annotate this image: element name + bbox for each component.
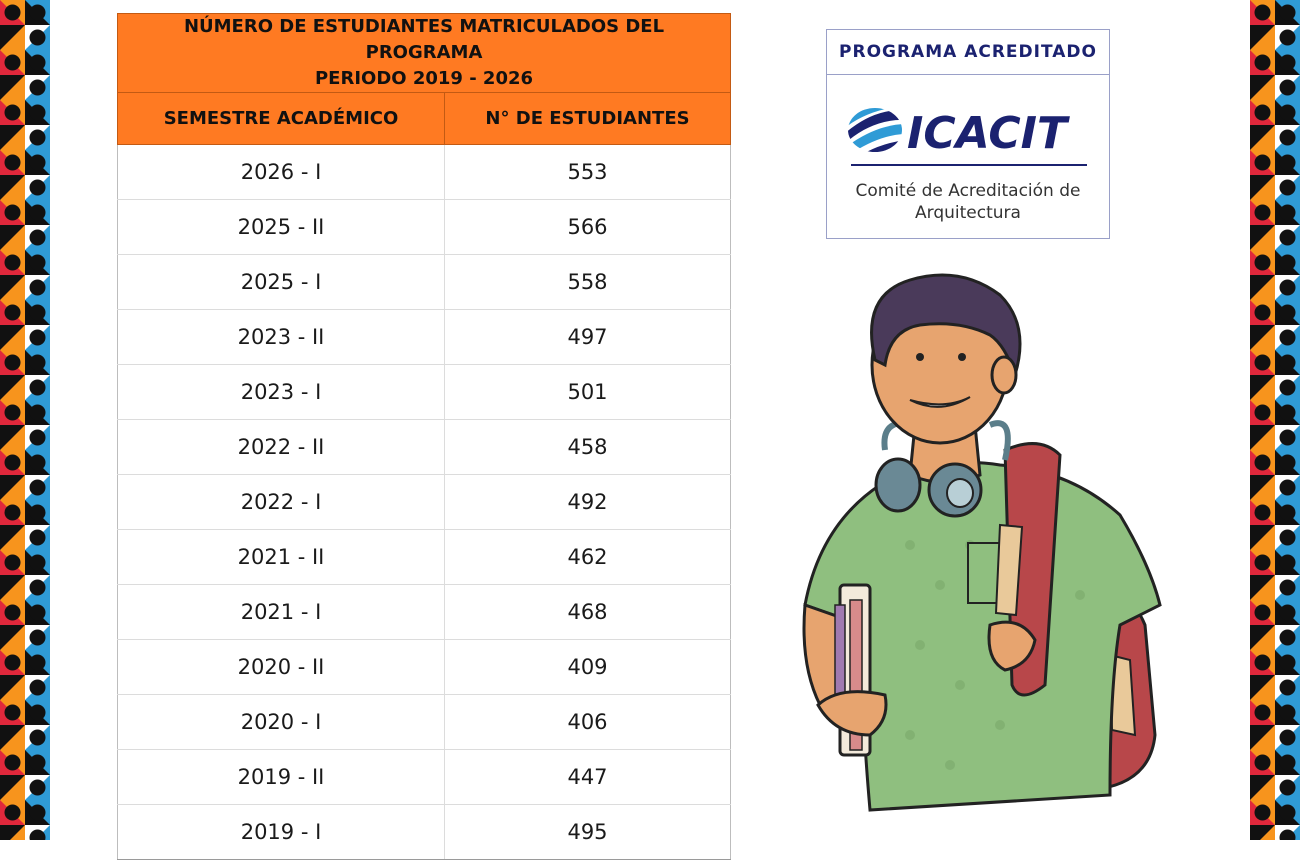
border-tile [1250,75,1275,100]
border-tile [0,375,25,400]
border-tile [25,325,50,350]
icacit-logo-text: ICACIT [907,108,1068,159]
border-tile [1250,550,1275,575]
semester-cell: 2019 - II [118,750,445,805]
table-row [118,695,731,750]
border-tile [0,625,25,650]
border-tile [1275,800,1300,825]
semester-cell: 2019 - I [118,805,445,860]
border-tile [1250,50,1275,75]
border-tile [0,150,25,175]
border-tile [1275,125,1300,150]
border-tile [0,525,25,550]
table-body [118,145,731,860]
border-tile [0,750,25,775]
badge-heading: PROGRAMA ACREDITADO [827,30,1109,75]
border-tile [25,150,50,175]
border-tile [1275,0,1300,25]
border-tile [25,750,50,775]
border-tile [1250,800,1275,825]
border-tile [1250,400,1275,425]
border-tile [0,450,25,475]
border-tile [25,425,50,450]
semester-cell: 2021 - II [118,530,445,585]
border-tile [1275,775,1300,800]
students-cell: 558 [445,255,731,310]
semester-cell: 2025 - II [118,200,445,255]
border-tile [1250,750,1275,775]
students-cell: 492 [445,475,731,530]
border-tile [1275,75,1300,100]
border-tile [0,325,25,350]
border-tile [1250,300,1275,325]
border-tile [1250,100,1275,125]
border-tile [1250,150,1275,175]
table-row [118,640,731,695]
border-tile [25,650,50,675]
border-tile [25,200,50,225]
border-tile [1275,600,1300,625]
border-tile [1250,200,1275,225]
border-tile [1275,750,1300,775]
border-tile [0,75,25,100]
border-tile [25,25,50,50]
border-tile [25,825,50,840]
students-cell: 468 [445,585,731,640]
border-tile [0,500,25,525]
border-tile [1275,525,1300,550]
border-tile [0,800,25,825]
semester-cell: 2025 - I [118,255,445,310]
border-tile [25,625,50,650]
border-tile [0,475,25,500]
border-tile [1250,0,1275,25]
border-tile [1275,175,1300,200]
border-tile [1250,600,1275,625]
border-tile [25,350,50,375]
border-tile [25,50,50,75]
border-tile [25,300,50,325]
border-tile [1250,500,1275,525]
semester-cell: 2023 - I [118,365,445,420]
border-tile [1275,700,1300,725]
border-tile [1250,25,1275,50]
border-tile [25,600,50,625]
border-tile [25,500,50,525]
border-tile [1250,275,1275,300]
border-tile [1250,825,1275,840]
table-row [118,255,731,310]
border-tile [0,675,25,700]
accreditation-badge [826,29,1110,239]
border-tile [1250,225,1275,250]
border-tile [0,200,25,225]
border-tile [25,550,50,575]
semester-cell: 2022 - I [118,475,445,530]
border-tile [25,375,50,400]
enrollment-table [117,13,730,860]
semester-cell: 2026 - I [118,145,445,200]
icacit-logo [847,98,1087,168]
border-tile [1250,125,1275,150]
border-tile [0,25,25,50]
border-tile [0,575,25,600]
table-row [118,750,731,805]
border-tile [1275,825,1300,840]
border-tile [1275,275,1300,300]
border-tile [1250,325,1275,350]
border-tile [0,125,25,150]
student-illustration [790,265,1180,825]
border-tile [25,800,50,825]
border-tile [0,50,25,75]
border-tile [1275,100,1300,125]
table-title-line1: NÚMERO DE ESTUDIANTES MATRICULADOS DEL PROGRAMA [183,16,665,63]
badge-divider [851,164,1087,166]
column-header-students: N° DE ESTUDIANTES [445,93,731,145]
students-cell: 566 [445,200,731,255]
table-row [118,530,731,585]
border-tile [1275,450,1300,475]
table-row [118,585,731,640]
border-tile [25,0,50,25]
border-tile [1275,475,1300,500]
semester-cell: 2020 - I [118,695,445,750]
border-tile [1250,525,1275,550]
table-row [118,145,731,200]
table-row [118,475,731,530]
border-tile [1275,650,1300,675]
border-tile [1250,775,1275,800]
border-tile [0,400,25,425]
right-decorative-border [1250,0,1300,840]
border-tile [25,775,50,800]
border-tile [1275,350,1300,375]
students-cell: 409 [445,640,731,695]
students-cell: 458 [445,420,731,475]
border-tile [0,600,25,625]
border-tile [25,400,50,425]
border-tile [1275,575,1300,600]
students-cell: 447 [445,750,731,805]
border-tile [1250,625,1275,650]
border-tile [1250,475,1275,500]
border-tile [25,125,50,150]
students-cell: 462 [445,530,731,585]
left-decorative-border [0,0,50,840]
border-tile [1275,50,1300,75]
border-tile [25,275,50,300]
border-tile [1250,175,1275,200]
students-cell: 495 [445,805,731,860]
border-tile [1250,375,1275,400]
border-tile [1275,500,1300,525]
border-tile [1275,675,1300,700]
border-tile [0,825,25,840]
border-tile [1275,150,1300,175]
border-tile [1275,200,1300,225]
border-tile [25,175,50,200]
border-tile [1250,725,1275,750]
border-tile [1275,550,1300,575]
border-tile [25,675,50,700]
border-tile [1275,400,1300,425]
border-tile [1275,325,1300,350]
badge-subtitle [827,180,1109,224]
border-tile [1250,425,1275,450]
border-tile [0,275,25,300]
border-tile [1275,225,1300,250]
students-cell: 553 [445,145,731,200]
badge-subtitle-line2: Arquitectura [915,203,1021,223]
table-title-line2: PERIODO 2019 - 2026 [314,68,534,89]
border-tile [0,300,25,325]
border-tile [1275,625,1300,650]
border-tile [25,475,50,500]
border-tile [25,225,50,250]
border-tile [1275,300,1300,325]
border-tile [0,700,25,725]
border-tile [0,725,25,750]
column-header-semester: SEMESTRE ACADÉMICO [118,93,445,145]
border-tile [1250,675,1275,700]
border-tile [1275,725,1300,750]
border-tile [1250,650,1275,675]
border-tile [1250,350,1275,375]
border-tile [0,100,25,125]
border-tile [1275,425,1300,450]
border-tile [25,75,50,100]
badge-subtitle-line1: Comité de Acreditación de [855,181,1081,201]
border-tile [0,175,25,200]
border-tile [25,725,50,750]
border-tile [1250,450,1275,475]
semester-cell: 2022 - II [118,420,445,475]
table-row [118,420,731,475]
border-tile [1250,700,1275,725]
border-tile [0,0,25,25]
students-cell: 497 [445,310,731,365]
border-tile [25,525,50,550]
border-tile [25,575,50,600]
students-cell: 406 [445,695,731,750]
border-tile [0,650,25,675]
table-title [118,14,731,93]
border-tile [25,100,50,125]
border-tile [1275,250,1300,275]
border-tile [25,450,50,475]
border-tile [0,425,25,450]
border-tile [25,250,50,275]
table-row [118,310,731,365]
border-tile [1250,250,1275,275]
table-row [118,805,731,860]
border-tile [0,550,25,575]
border-tile [0,350,25,375]
border-tile [1275,375,1300,400]
border-tile [1250,575,1275,600]
semester-cell: 2021 - I [118,585,445,640]
border-tile [0,225,25,250]
semester-cell: 2020 - II [118,640,445,695]
students-cell: 501 [445,365,731,420]
border-tile [1275,25,1300,50]
border-tile [25,700,50,725]
table-row [118,365,731,420]
border-tile [0,250,25,275]
border-tile [0,775,25,800]
semester-cell: 2023 - II [118,310,445,365]
table-row [118,200,731,255]
